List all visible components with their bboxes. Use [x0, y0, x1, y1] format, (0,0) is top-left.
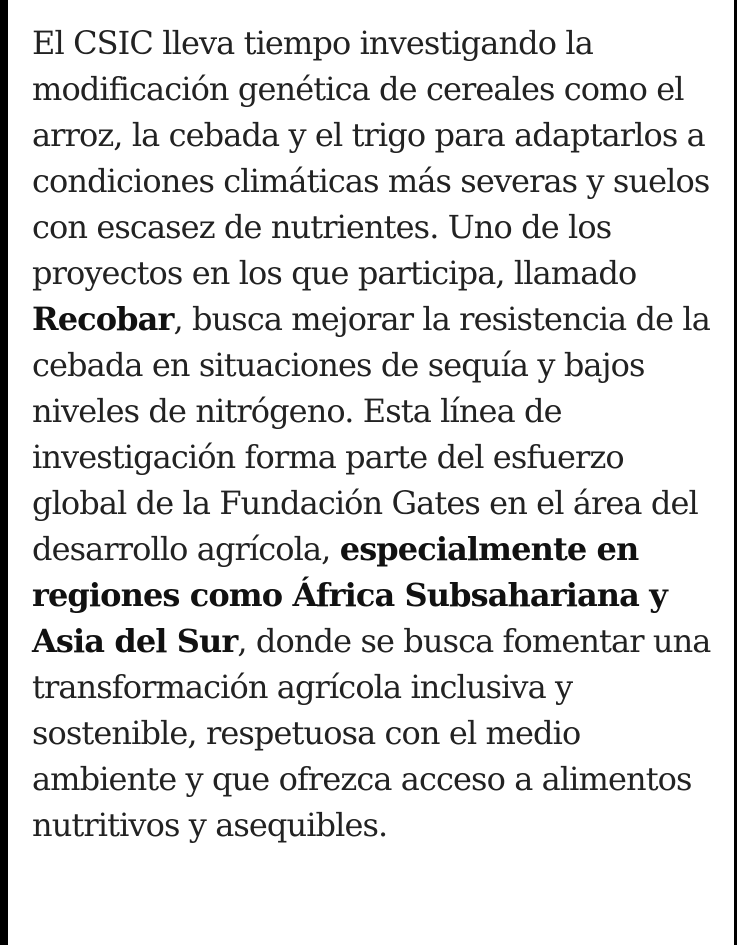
article-paragraph — [32, 20, 722, 848]
project-name-bold: Recobar — [32, 300, 174, 338]
regions-highlight-bold: especialmente en regiones como África Subsahariana y Asia del Sur — [32, 530, 667, 660]
paragraph-text-3: , donde se busca fomentar una transformación agrícola inclusiva y sostenible, respetuosa con el medio ambiente y que ofrezca acceso a alimentos nutritivos y asequibles. — [32, 622, 711, 844]
paragraph-text-1: El CSIC lleva tiempo investigando la modificación genética de cereales como el arroz, la cebada y el trigo para adaptarlos a condiciones climáticas más severas y suelos con escasez de nutrientes. Uno de los proyectos en los que participa, llamado — [32, 24, 710, 292]
left-border — [0, 0, 8, 945]
paragraph-text-2: , busca mejorar la resistencia de la cebada en situaciones de sequía y bajos niveles de nitrógeno. Esta línea de investigación forma parte del esfuerzo global de la Fundación Gates en el área del desarrollo agrícola, — [32, 300, 710, 568]
